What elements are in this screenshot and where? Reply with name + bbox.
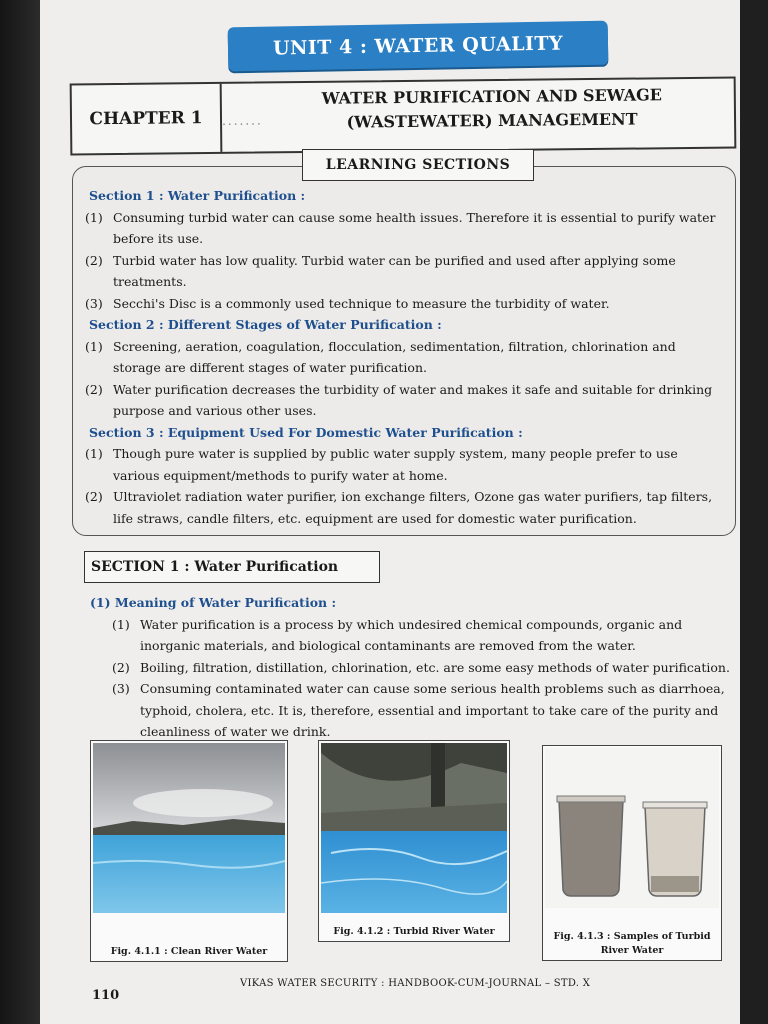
section-subheading: (1) Meaning of Water Purification :: [90, 595, 337, 610]
chapter-title: [272, 83, 712, 136]
section-title-box: SECTION 1 : Water Purification: [84, 551, 380, 583]
chapter-title-line2: (WASTEWATER) MANAGEMENT: [346, 109, 638, 132]
unit-title: UNIT 4 : WATER QUALITY: [272, 32, 564, 60]
figure-clean-river: [90, 740, 288, 962]
learning-sections-box: [72, 166, 736, 536]
chapter-title-line1: WATER PURIFICATION AND SEWAGE: [321, 85, 663, 108]
figure-turbid-samples: [542, 745, 722, 961]
chapter-label: CHAPTER 1: [72, 84, 223, 154]
unit-banner: [228, 21, 609, 72]
clean-river-image: [93, 743, 285, 913]
item-number: (2): [112, 659, 130, 675]
list-item: [85, 250, 725, 293]
item-text: Boiling, filtration, distillation, chlorination, etc. are some easy methods of water purification.: [140, 659, 730, 675]
item-number: (2): [85, 381, 103, 397]
learning-sections-content: [85, 185, 725, 529]
figure-caption: Fig. 4.1.1 : Clean River Water: [110, 946, 268, 957]
learning-section-heading: Section 2 : Different Stages of Water Purification :: [89, 317, 442, 332]
list-item: [112, 678, 736, 743]
item-number: (3): [85, 295, 103, 311]
item-number: (3): [112, 681, 130, 696]
chapter-dots: .......: [221, 113, 263, 128]
item-text: Water purification decreases the turbidity of water and makes it safe and suitable for drinking purpose and various other uses.: [113, 381, 713, 418]
list-item: [85, 486, 725, 529]
list-item: [85, 336, 725, 379]
chapter-box: [70, 77, 737, 156]
figure-caption: Fig. 4.1.3 : Samples of Turbid River Water: [553, 931, 711, 956]
learning-section-heading: Section 3 : Equipment Used For Domestic Water Purification :: [89, 424, 523, 440]
page-right-edge: [740, 0, 768, 1024]
item-text: Screening, aeration, coagulation, flocculation, sedimentation, filtration, chlorination and storage are different stages of water purification.: [113, 338, 676, 375]
learning-sections-header: LEARNING SECTIONS: [302, 149, 534, 181]
list-item: [85, 379, 725, 422]
beakers-image: [545, 748, 719, 908]
book-page: [40, 0, 740, 1024]
list-item: [112, 614, 736, 657]
item-number: (2): [85, 252, 103, 268]
list-item: [85, 293, 725, 315]
turbid-river-image: [321, 743, 507, 913]
item-text: Consuming contaminated water can cause some serious health problems such as diarrhoea, typhoid, cholera, etc. It is, therefore, essential and important to take care of the purity and cleanliness of water we drink.: [140, 681, 725, 739]
list-item: [85, 443, 725, 486]
learning-section-heading: Section 1 : Water Purification :: [89, 188, 306, 203]
page-edge-shadow: [0, 0, 40, 1024]
item-number: (1): [85, 446, 103, 461]
item-number: (1): [112, 616, 130, 632]
item-number: (1): [85, 338, 103, 354]
item-text: Water purification is a process by which undesired chemical compounds, organic and inorganic materials, and biological contaminants are removed from the water.: [140, 616, 683, 653]
figure-caption: Fig. 4.1.2 : Turbid River Water: [333, 926, 495, 937]
item-text: Secchi's Disc is a commonly used technique to measure the turbidity of water.: [113, 295, 610, 311]
figure-turbid-river: [318, 740, 510, 942]
list-item: [112, 657, 736, 679]
page-footer: VIKAS WATER SECURITY : HANDBOOK-CUM-JOURNAL – STD. X: [240, 978, 591, 989]
list-item: [85, 207, 725, 250]
section1-body: [86, 592, 736, 743]
page-number: 110: [92, 988, 120, 1003]
item-number: (1): [85, 209, 103, 225]
item-text: Though pure water is supplied by public water supply system, many people prefer to use various equipment/methods to purify water at home.: [113, 446, 678, 483]
item-text: Turbid water has low quality. Turbid water can be purified and used after applying some treatments.: [113, 252, 676, 289]
item-text: Ultraviolet radiation water purifier, ion exchange filters, Ozone gas water purifiers, tap filters, life straws, candle filters, etc. equipment are used for domestic water purification.: [113, 489, 713, 526]
item-text: Consuming turbid water can cause some health issues. Therefore it is essential to purify water before its use.: [113, 209, 716, 246]
item-number: (2): [85, 489, 103, 504]
